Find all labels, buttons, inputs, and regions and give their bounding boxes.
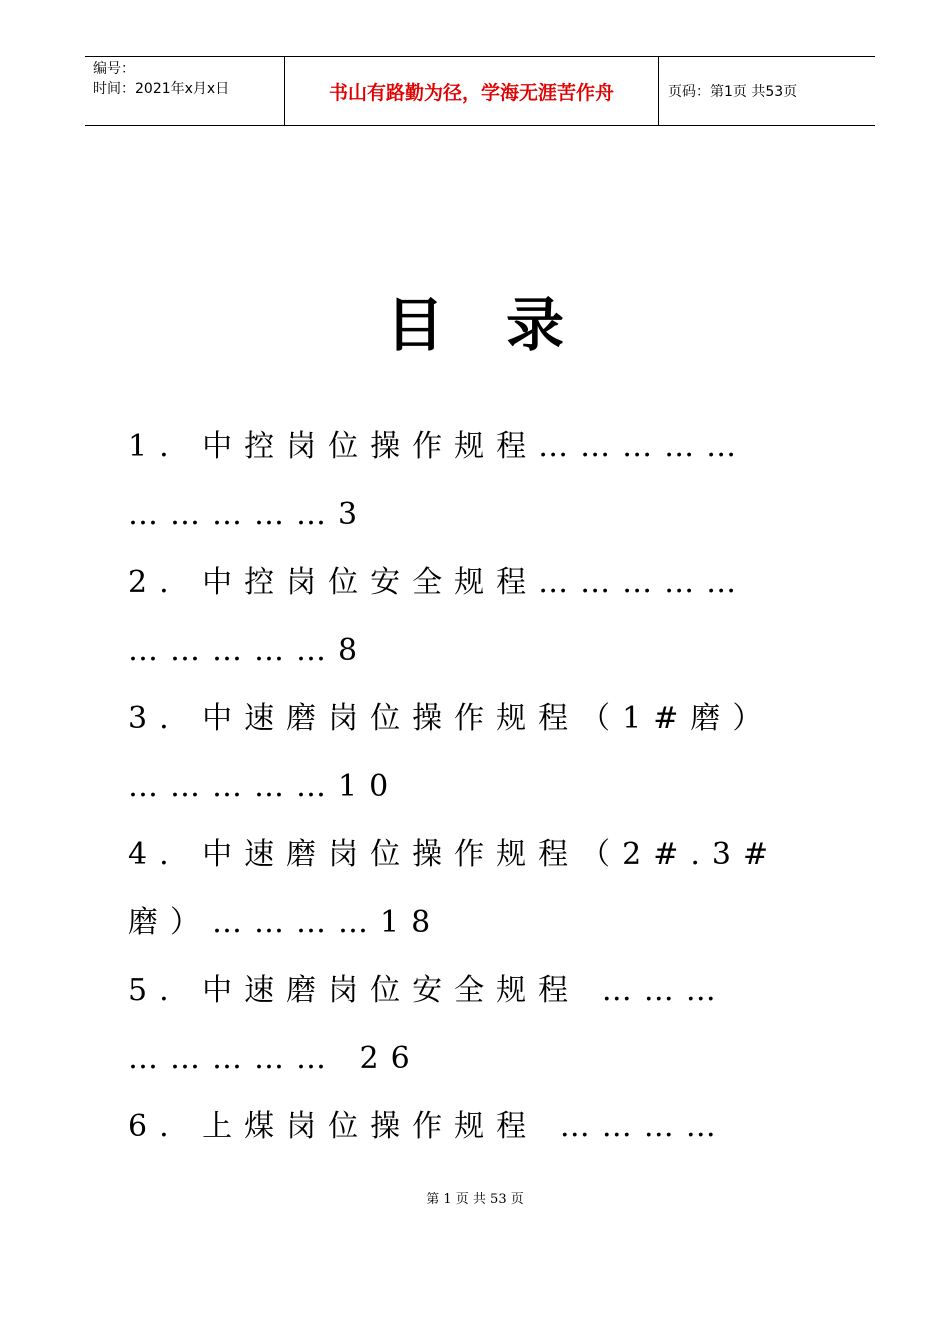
toc-line: 4. 中速磨岗位操作规程（2#.3# <box>128 837 781 872</box>
toc-line: 3. 中速磨岗位操作规程（1#磨） <box>128 701 775 736</box>
document-time-label: 时间：2021年x月x日 <box>93 81 230 97</box>
toc-line: 磨）…………18 <box>128 905 443 940</box>
toc-line: 1. 中控岗位操作规程…………… <box>128 429 749 464</box>
table-of-contents <box>128 420 818 1168</box>
page-header <box>85 56 875 126</box>
page-title: 目录 <box>385 291 626 359</box>
header-page-info: 页码：第1页 共53页 <box>668 84 798 100</box>
document-number-label: 编号： <box>93 61 135 77</box>
page-footer: 第 1 页 共 53 页 <box>426 1192 524 1207</box>
header-meta-cell <box>85 57 285 125</box>
toc-line: 6. 上煤岗位操作规程 ………… <box>128 1109 728 1144</box>
toc-line: 2. 中控岗位安全规程…………… <box>128 565 749 600</box>
toc-line: ……………3 <box>128 497 370 532</box>
toc-line: 5. 中速磨岗位安全规程 ……… <box>128 973 728 1008</box>
toc-line: ……………8 <box>128 633 370 668</box>
header-motto: 书山有路勤为径，学海无涯苦作舟 <box>285 57 659 125</box>
toc-line: ……………10 <box>128 769 401 804</box>
toc-line: …………… 26 <box>128 1041 422 1076</box>
